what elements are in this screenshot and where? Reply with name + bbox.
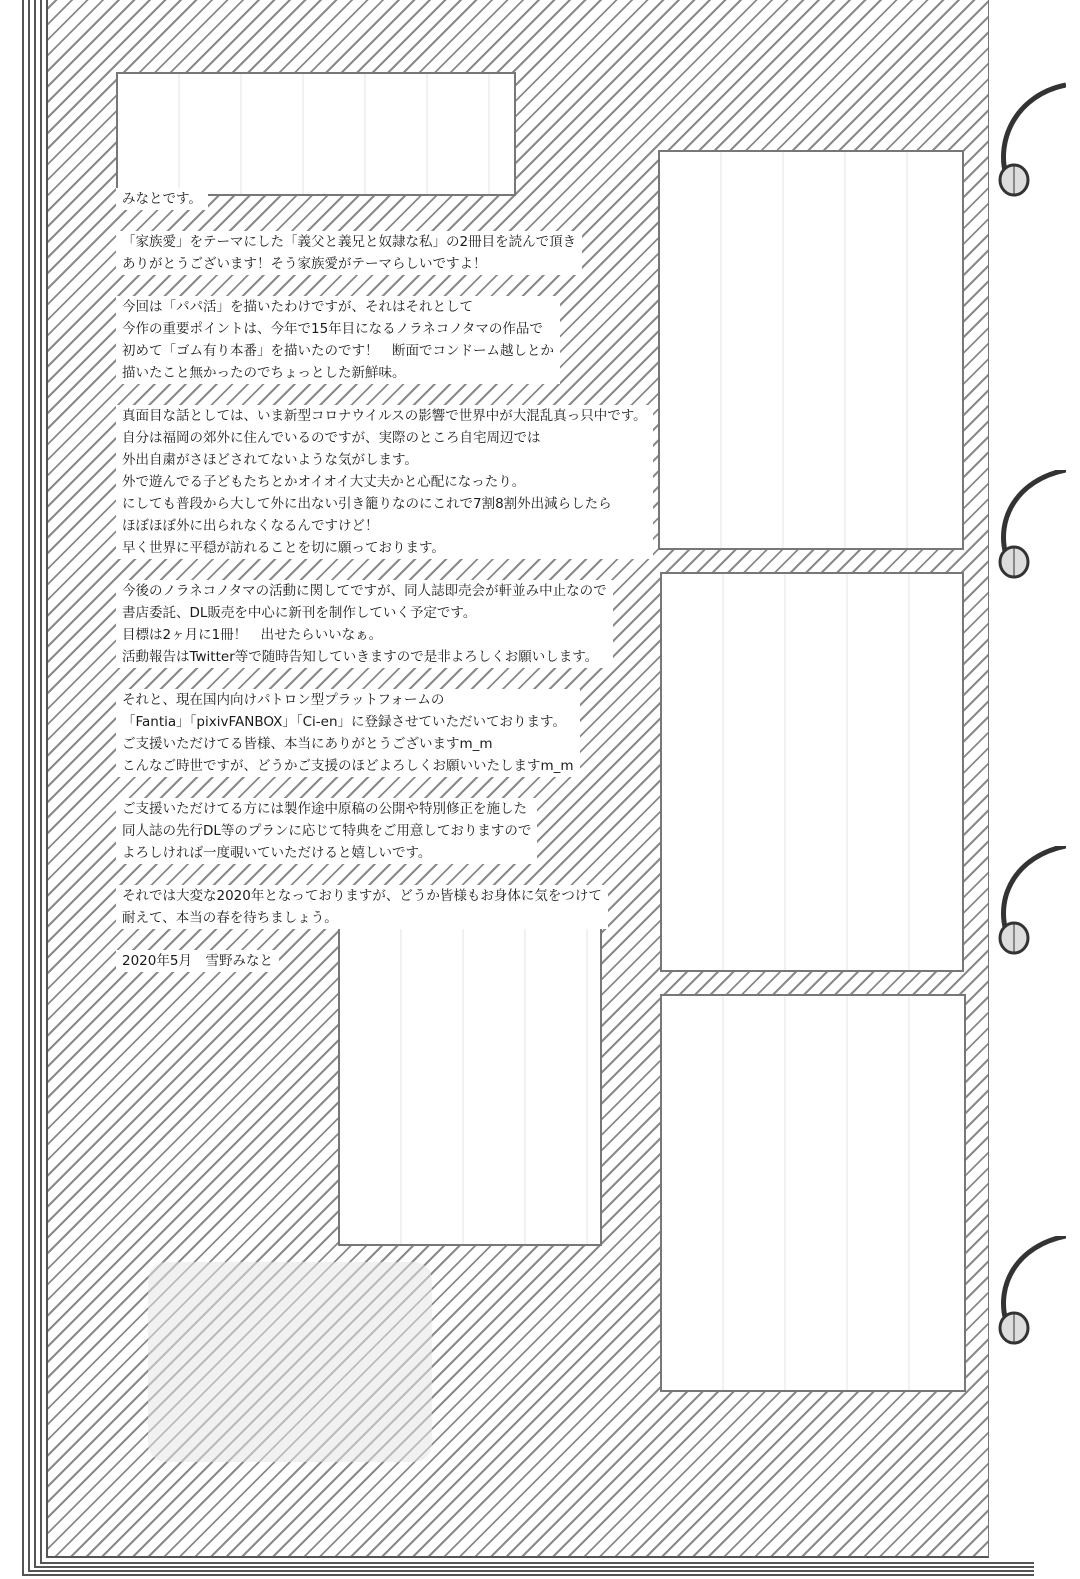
text-line: ご支援いただけてる皆様、本当にありがとうございますm_m xyxy=(122,736,493,752)
binder-ring-icon xyxy=(996,1236,1066,1356)
signature-line: 2020年5月 雪野みなと xyxy=(122,953,273,969)
afterword-text xyxy=(116,188,806,993)
text-line: 外で遊んでる子どもたちとかオイオイ大丈夫かと心配になったり。 xyxy=(122,474,526,490)
text-line: 描いたこと無かったのでちょっとした新鮮味。 xyxy=(122,365,406,381)
paragraph-theme xyxy=(116,296,560,384)
binder-ring-icon xyxy=(996,80,1066,200)
text-line: 「家族愛」をテーマにした「義父と義兄と奴隷な私」の2冊目を読んで頂き xyxy=(122,234,577,250)
text-line: 目標は2ヶ月に1冊！ 出せたらいいなぁ。 xyxy=(122,627,383,643)
panel-right-3 xyxy=(660,994,966,1392)
panel-top-left xyxy=(116,72,516,196)
text-line: 自分は福岡の郊外に住んでいるのですが、実際のところ自宅周辺では xyxy=(122,430,541,446)
text-line: ありがとうございます！そう家族愛がテーマらしいですよ！ xyxy=(122,256,487,272)
text-line: ご支援いただけてる方には製作途中原稿の公開や特別修正を施した xyxy=(122,801,527,817)
text-line: よろしければ一度覗いていただけると嬉しいです。 xyxy=(122,845,432,861)
text-line: 今後のノラネコノタマの活動に関してですが、同人誌即売会が軒並み中止なので xyxy=(122,583,607,599)
paragraph-perks xyxy=(116,798,537,864)
text-line: 早く世界に平穏が訪れることを切に願っております。 xyxy=(122,540,445,556)
faded-box xyxy=(148,1262,432,1462)
text-line: みなとです。 xyxy=(122,191,202,207)
text-line: それと、現在国内向けパトロン型プラットフォームの xyxy=(122,692,445,708)
signature xyxy=(116,950,279,972)
text-line: 活動報告はTwitter等で随時告知していきますので是非よろしくお願いします。 xyxy=(122,649,599,665)
text-line: 外出自粛がさほどされてないような気がします。 xyxy=(122,452,418,468)
binder-ring-icon xyxy=(996,846,1066,966)
text-line: それでは大変な2020年となっておりますが、どうか皆様もお身体に気をつけて xyxy=(122,888,602,904)
paragraph-patron xyxy=(116,689,580,777)
paragraph-corona xyxy=(116,405,653,559)
text-line: 今作の重要ポイントは、今年で15年目になるノラネコノタマの作品で xyxy=(122,321,543,337)
text-line: こんなご時世ですが、どうかご支援のほどよろしくお願いいたしますm_m xyxy=(122,758,574,774)
paragraph-thanks xyxy=(116,231,582,275)
text-line: ほぼほぼ外に出られなくなるんですけど！ xyxy=(122,518,379,534)
text-line: 耐えて、本当の春を待ちましょう。 xyxy=(122,910,338,926)
text-line: 書店委託、DL販売を中心に新刊を制作していく予定です。 xyxy=(122,605,477,621)
text-line: にしても普段から大して外に出ない引き籠りなのにこれで7割8割外出減らしたら xyxy=(122,496,612,512)
text-line: 真面目な話としては、いま新型コロナウイルスの影響で世界中が大混乱真っ只中です。 xyxy=(122,408,647,424)
text-line: 同人誌の先行DL等のプランに応じて特典をご用意しておりますので xyxy=(122,823,532,839)
paragraph-closing xyxy=(116,885,608,929)
binder-ring-icon xyxy=(996,470,1066,590)
text-line: 「Fantia」「pixivFANBOX」「Ci-en」に登録させていただいております。 xyxy=(122,714,566,730)
text-line: 今回は「パパ活」を描いたわけですが、それはそれとして xyxy=(122,299,473,315)
paragraph-greeting xyxy=(116,188,208,210)
paragraph-activity xyxy=(116,580,613,668)
text-line: 初めて「ゴム有り本番」を描いたのです！ 断面でコンドーム越しとか xyxy=(122,343,554,359)
